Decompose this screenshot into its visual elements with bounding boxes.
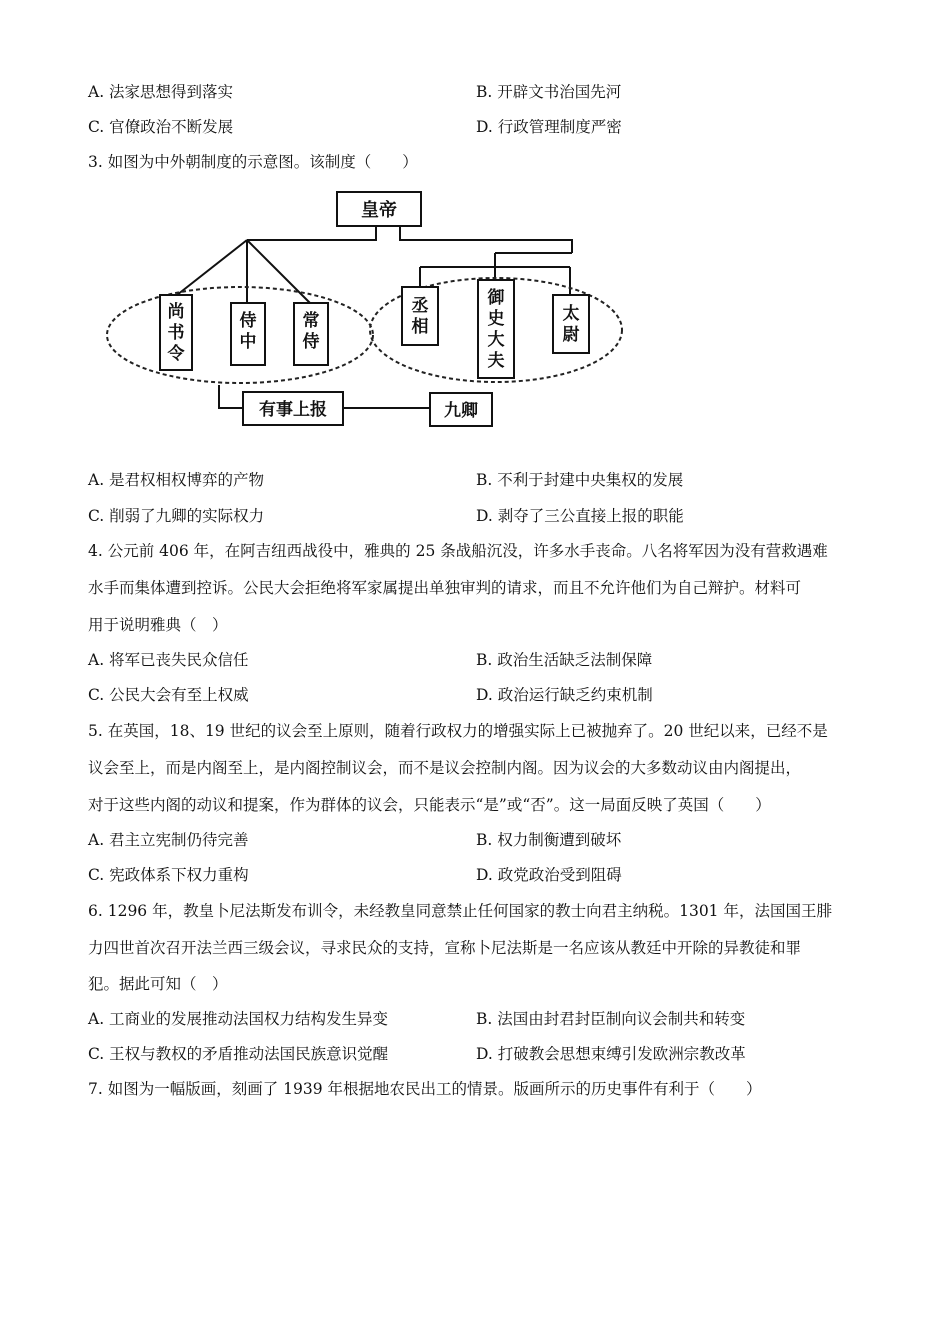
outer-court-box-2 — [478, 280, 514, 378]
q7-stem: 7. 如图为一幅版画，刻画了 1939 年根据地农民出工的情景。版画所示的历史事件有利于（ ） — [88, 1080, 762, 1098]
q5-stem-line-2: 议会至上，而是内阁至上，是内阁控制议会，而不是议会控制内阁。因为议会的大多数动议由内阁提出， — [88, 759, 802, 777]
q5-option-d: D. 政党政治受到阻碍 — [476, 866, 622, 884]
q6-option-c: C. 王权与教权的矛盾推动法国民族意识觉醒 — [88, 1045, 389, 1063]
q4-stem-line-1: 4. 公元前 406 年，在阿吉纽西战役中，雅典的 25 条战船沉没，许多水手丧命。八名将军因为没有营救遇难 — [88, 542, 828, 560]
inner-court-label-3: 常侍 — [302, 311, 320, 352]
nine-ministers-box — [430, 393, 492, 426]
outer-court-label-3: 太尉 — [562, 304, 580, 345]
q6-stem-line-1: 6. 1296 年，教皇卜尼法斯发布训令，未经教皇同意禁止任何国家的教士向君主纳税。1301 年，法国国王腓 — [88, 902, 832, 920]
q5-stem-line-1: 5. 在英国，18、19 世纪的议会至上原则，随着行政权力的增强实际上已被抛弃了。20 世纪以来，已经不是 — [88, 722, 828, 740]
q3-option-d: D. 剥夺了三公直接上报的职能 — [476, 507, 684, 525]
outer-court-label-2: 御史大夫 — [487, 288, 505, 371]
q5-option-b: B. 权力制衡遭到破坏 — [476, 831, 622, 849]
q2-option-c: C. 官僚政治不断发展 — [88, 118, 234, 136]
emperor-label: 皇帝 — [361, 200, 397, 221]
q4-option-a: A. 将军已丧失民众信任 — [88, 651, 249, 669]
q2-option-d: D. 行政管理制度严密 — [476, 118, 622, 136]
inner-court-label-1: 尚书令 — [167, 302, 185, 364]
q4-option-c: C. 公民大会有至上权威 — [88, 686, 249, 704]
q3-stem: 3. 如图为中外朝制度的示意图。该制度（ ） — [88, 153, 418, 171]
outer-court-box-3 — [553, 295, 589, 353]
nine-ministers-label: 九卿 — [444, 401, 478, 421]
q6-stem-line-2: 力四世首次召开法兰西三级会议，寻求民众的支持，宣称卜尼法斯是一名应该从教廷中开除的异教徒和罪 — [88, 939, 802, 957]
q5-stem-line-3: 对于这些内阁的动议和提案，作为群体的议会，只能表示“是”或“否”。这一局面反映了英国（ ） — [88, 796, 771, 814]
q3-option-c: C. 削弱了九卿的实际权力 — [88, 507, 265, 525]
q5-option-a: A. 君主立宪制仍待完善 — [88, 831, 249, 849]
q4-option-b: B. 政治生活缺乏法制保障 — [476, 651, 653, 669]
outer-court-label-1: 丞相 — [411, 296, 429, 337]
inner-court-label-2: 侍中 — [239, 311, 257, 352]
q6-option-b: B. 法国由封君封臣制向议会制共和转变 — [476, 1010, 746, 1028]
q6-stem-line-3: 犯。据此可知（ ） — [88, 975, 228, 993]
inner-outer-court-diagram — [100, 185, 640, 435]
q3-option-a: A. 是君权相权博弈的产物 — [88, 471, 265, 489]
q6-option-a: A. 工商业的发展推动法国权力结构发生异变 — [88, 1010, 389, 1028]
q5-option-c: C. 宪政体系下权力重构 — [88, 866, 249, 884]
inner-court-box-3 — [294, 303, 328, 365]
outer-court-box-1 — [402, 287, 438, 345]
report-box — [243, 392, 343, 425]
report-label: 有事上报 — [259, 400, 327, 420]
emperor-box — [337, 192, 421, 226]
inner-court-box-2 — [231, 303, 265, 365]
q4-stem-line-3: 用于说明雅典（ ） — [88, 616, 228, 634]
inner-court-box-1 — [160, 295, 192, 370]
q4-option-d: D. 政治运行缺乏约束机制 — [476, 686, 653, 704]
q4-stem-line-2: 水手而集体遭到控诉。公民大会拒绝将军家属提出单独审判的请求，而且不允许他们为自己辩护。材料可 — [88, 579, 802, 597]
q2-option-a: A. 法家思想得到落实 — [88, 83, 234, 101]
q3-option-b: B. 不利于封建中央集权的发展 — [476, 471, 684, 489]
q6-option-d: D. 打破教会思想束缚引发欧洲宗教改革 — [476, 1045, 746, 1063]
q2-option-b: B. 开辟文书治国先河 — [476, 83, 622, 101]
